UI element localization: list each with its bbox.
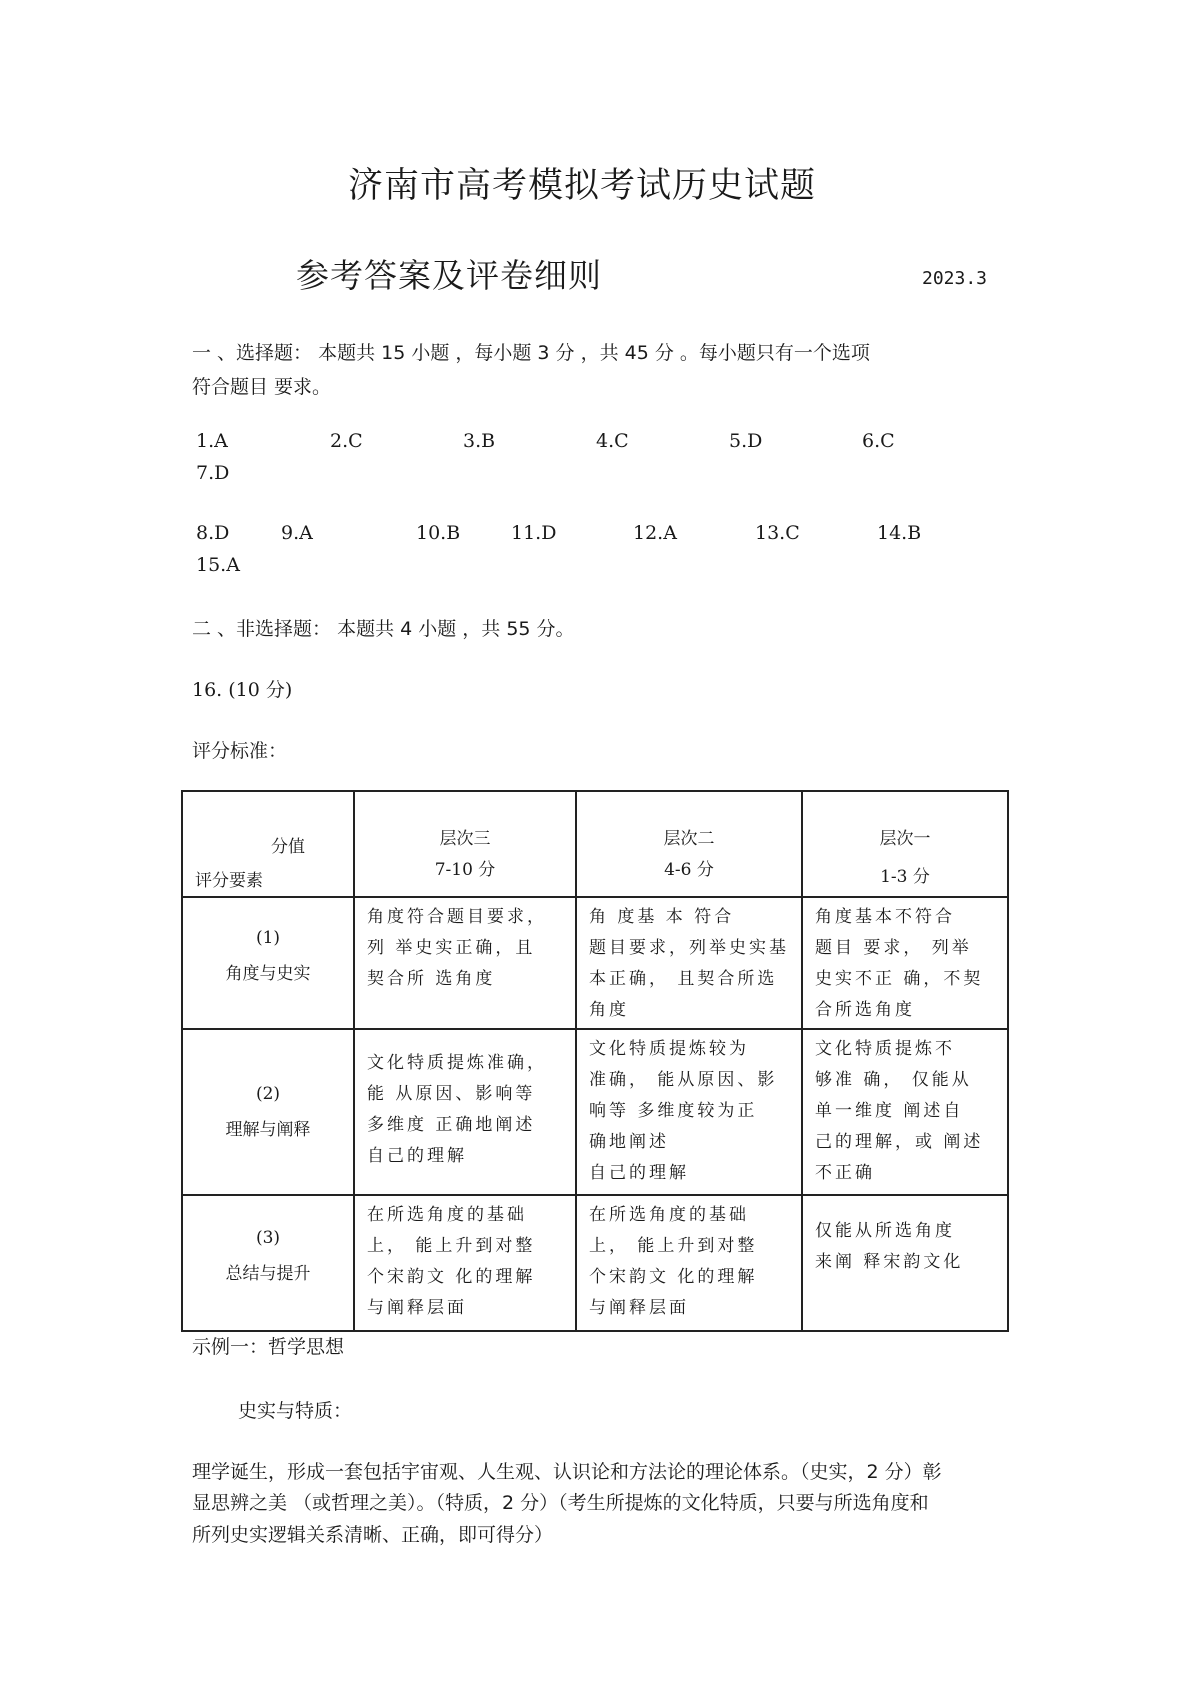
cell-line: 单一维度 阐述自 <box>815 1101 964 1121</box>
rubric-level-1 <box>802 791 1008 897</box>
rubric-cell <box>354 897 576 1029</box>
cell-line: 史实不正 确，不契 <box>815 969 984 989</box>
doc-subtitle: 参考答案及评卷细则 <box>296 256 602 295</box>
criteria-label: 评分标准： <box>192 740 288 762</box>
question-16-label: 16. (10 分) <box>192 679 293 701</box>
answer-item: 14.B <box>877 522 922 544</box>
cell-line: 文化特质提炼准确， <box>367 1053 547 1073</box>
cell-line: 题目要求，列举史实基 <box>589 938 789 958</box>
example-text-line: 理学诞生，形成一套包括宇宙观、人生观、认识论和方法论的理论体系。（史实，2 分）彰 <box>192 1461 942 1483</box>
cell-line: 个宋韵文 化的理解 <box>589 1267 758 1287</box>
answer-item: 2.C <box>330 430 363 452</box>
cell-line: 自己的理解 <box>367 1146 467 1166</box>
cell-line: 自己的理解 <box>589 1163 689 1183</box>
cell-line: 在所选角度的基础 <box>367 1205 527 1225</box>
cell-line: 多维度 正确地阐述 <box>367 1115 536 1135</box>
criterion-name: 角度与史实 <box>225 964 311 984</box>
answer-item: 9.A <box>281 522 313 544</box>
level-score: 1-3 分 <box>880 867 930 887</box>
cell-line: 来阐 释宋韵文化 <box>815 1252 964 1272</box>
cell-line: 够准 确， 仅能从 <box>815 1070 972 1090</box>
cell-line: 契合所 选角度 <box>367 969 496 989</box>
criterion-name: 总结与提升 <box>225 1264 311 1284</box>
cell-line: 文化特质提炼不 <box>815 1039 955 1059</box>
level-name: 层次三 <box>439 829 491 849</box>
example-heading: 示例一：哲学思想 <box>192 1336 345 1358</box>
rubric-cell <box>576 1195 802 1331</box>
cell-line: 上， 能上升到对整 <box>589 1236 758 1256</box>
answer-item: 10.B <box>416 522 461 544</box>
answer-item: 5.D <box>729 430 763 452</box>
doc-date: 2023.3 <box>922 268 988 289</box>
level-name: 层次一 <box>879 829 931 849</box>
cell-line: 不正确 <box>815 1163 875 1183</box>
level-name: 层次二 <box>663 829 715 849</box>
criterion-number: (3) <box>255 1228 281 1248</box>
rubric-header-row <box>182 791 1008 897</box>
cell-line: 角 度基 本 符合 <box>589 907 735 927</box>
rubric-cell <box>354 1029 576 1195</box>
doc-title: 济南市高考模拟考试历史试题 <box>348 166 817 206</box>
cell-line: 仅能从所选角度 <box>815 1221 955 1241</box>
cell-line: 角度符合题目要求， <box>367 907 547 927</box>
cell-line: 列 举史实正确，且 <box>367 938 536 958</box>
answer-item: 8.D <box>196 522 230 544</box>
section1-header-line2: 符合题目 要求。 <box>192 376 332 398</box>
rubric-corner-criteria: 评分要素 <box>195 871 263 891</box>
cell-line: 能 从原因、影响等 <box>367 1084 536 1104</box>
cell-line: 合所选角度 <box>815 1000 915 1020</box>
example-text-line: 所列史实逻辑关系清晰、正确，即可得分） <box>192 1524 554 1546</box>
rubric-corner-score: 分值 <box>271 837 305 857</box>
rubric-cell <box>354 1195 576 1331</box>
answer-item: 6.C <box>862 430 895 452</box>
answer-item: 1.A <box>196 430 228 452</box>
rubric-row <box>182 897 1008 1029</box>
rubric-level-2 <box>576 791 802 897</box>
cell-line: 题目 要求， 列举 <box>815 938 972 958</box>
rubric-table <box>181 790 1009 1332</box>
section2-header: 二 、非选择题： 本题共 4 小题 ，共 55 分。 <box>192 618 575 640</box>
cell-line: 个宋韵文 化的理解 <box>367 1267 536 1287</box>
example-subheading: 史实与特质： <box>238 1400 353 1422</box>
cell-line: 上， 能上升到对整 <box>367 1236 536 1256</box>
cell-line: 与阐释层面 <box>367 1298 467 1318</box>
criterion-number: (2) <box>255 1084 281 1104</box>
rubric-cell <box>802 1029 1008 1195</box>
answer-item: 7.D <box>196 462 230 484</box>
criterion-number: (1) <box>255 928 281 948</box>
answer-item: 12.A <box>633 522 677 544</box>
rubric-corner-cell <box>182 791 354 897</box>
rubric-cell <box>802 897 1008 1029</box>
section1-header-line1: 一 、选择题： 本题共 15 小题 ，每小题 3 分 ，共 45 分 。每小题只有一个选项 <box>192 342 870 364</box>
cell-line: 本正确， 且契合所选 <box>589 969 778 989</box>
answer-item: 4.C <box>596 430 629 452</box>
rubric-row <box>182 1029 1008 1195</box>
level-score: 4-6 分 <box>664 860 714 880</box>
cell-line: 己的理解，或 阐述 <box>815 1132 984 1152</box>
answer-item: 13.C <box>755 522 800 544</box>
cell-line: 与阐释层面 <box>589 1298 689 1318</box>
rubric-level-3 <box>354 791 576 897</box>
answer-item: 11.D <box>511 522 557 544</box>
cell-line: 准确， 能从原因、影 <box>589 1070 778 1090</box>
level-score: 7-10 分 <box>434 860 496 880</box>
criterion-name: 理解与阐释 <box>225 1120 311 1140</box>
answer-item: 15.A <box>196 554 240 576</box>
rubric-row <box>182 1195 1008 1331</box>
cell-line: 确地阐述 <box>589 1132 669 1152</box>
rubric-cell <box>802 1195 1008 1331</box>
criterion-cell <box>182 1029 354 1195</box>
rubric-cell <box>576 1029 802 1195</box>
criterion-cell <box>182 1195 354 1331</box>
cell-line: 文化特质提炼较为 <box>589 1039 749 1059</box>
rubric-cell <box>576 897 802 1029</box>
cell-line: 角度基本不符合 <box>815 907 955 927</box>
answer-item: 3.B <box>463 430 496 452</box>
cell-line: 在所选角度的基础 <box>589 1205 749 1225</box>
cell-line: 响等 多维度较为正 <box>589 1101 758 1121</box>
criterion-cell <box>182 897 354 1029</box>
example-text-line: 显思辨之美 （或哲理之美）。（特质，2 分）（考生所提炼的文化特质，只要与所选角度和 <box>192 1492 929 1514</box>
cell-line: 角度 <box>589 1000 629 1020</box>
